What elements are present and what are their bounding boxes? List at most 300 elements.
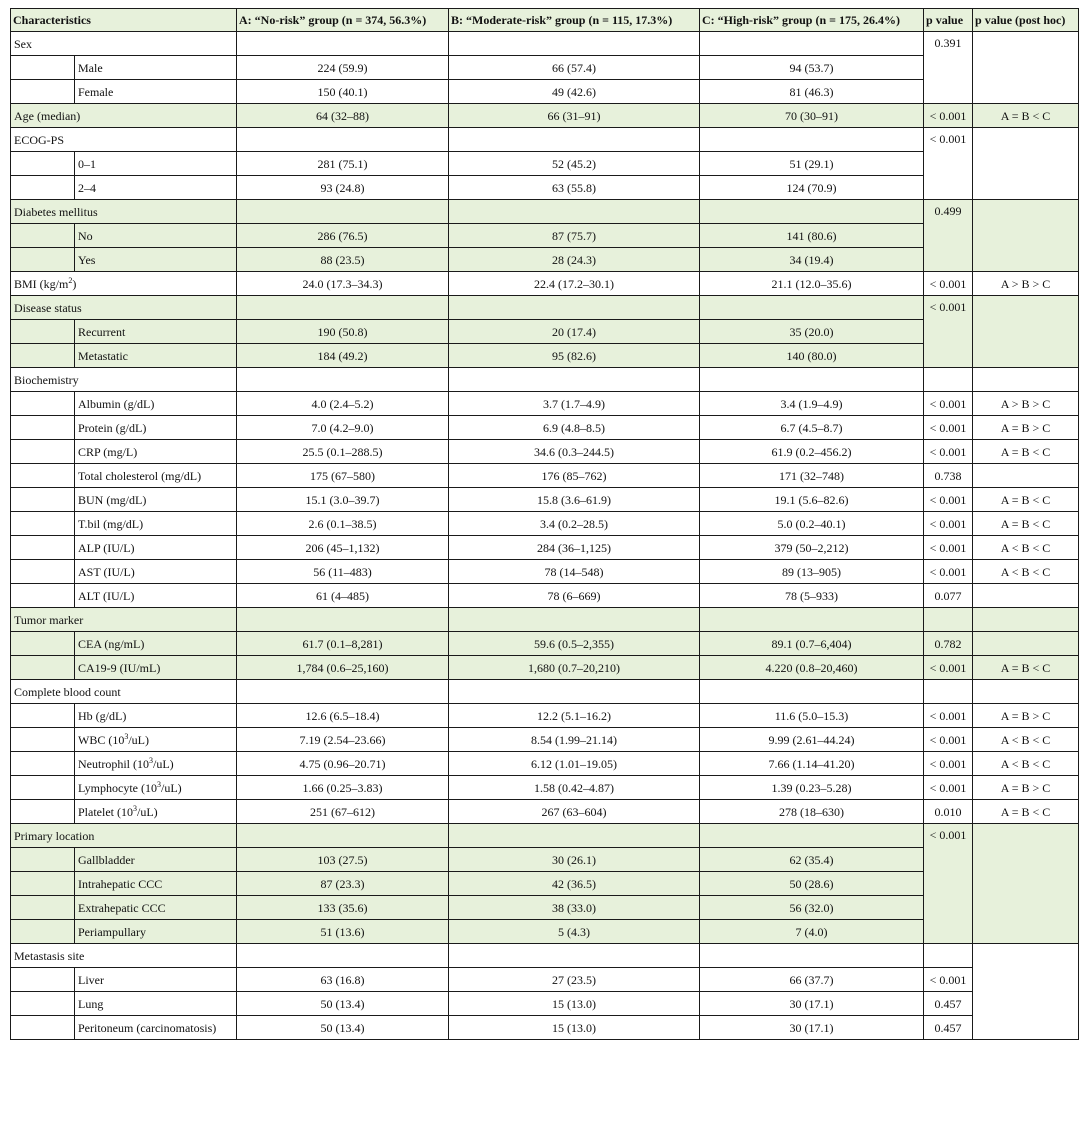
group-b-value: 267 (63–604) (449, 800, 700, 824)
row-sublabel: ALT (IU/L) (75, 584, 237, 608)
group-c-value: 30 (17.1) (700, 992, 924, 1016)
indent-cell (11, 992, 75, 1016)
posthoc-cell (973, 632, 1079, 656)
table-row (11, 536, 1079, 560)
section-label: Metastasis site (11, 944, 237, 968)
empty-cell (237, 608, 449, 632)
p-value-cell: < 0.001 (924, 440, 973, 464)
empty-cell (700, 944, 924, 968)
indent-cell (11, 776, 75, 800)
posthoc-cell (973, 584, 1079, 608)
p-value-cell: < 0.001 (924, 488, 973, 512)
p-value-cell: < 0.001 (924, 416, 973, 440)
table-row (11, 632, 1079, 656)
group-b-value: 3.7 (1.7–4.9) (449, 392, 700, 416)
group-a-value: 1.66 (0.25–3.83) (237, 776, 449, 800)
empty-cell (237, 296, 449, 320)
empty-cell (449, 296, 700, 320)
table-row (11, 272, 1079, 296)
row-sublabel (75, 728, 237, 752)
p-value-cell: < 0.001 (924, 536, 973, 560)
header-group-b: B: “Moderate-risk” group (n = 115, 17.3%) (449, 9, 700, 32)
table-row (11, 512, 1079, 536)
group-c-value: 50 (28.6) (700, 872, 924, 896)
table-row (11, 440, 1079, 464)
empty-cell (924, 608, 973, 632)
table-row (11, 224, 1079, 248)
empty-cell (237, 944, 449, 968)
neutrophil-label-suffix: /uL) (153, 756, 174, 771)
posthoc-cell: A < B < C (973, 752, 1079, 776)
group-a-value: 25.5 (0.1–288.5) (237, 440, 449, 464)
table-row (11, 248, 1079, 272)
row-sublabel: Intrahepatic CCC (75, 872, 237, 896)
bmi-superscript: 2 (68, 275, 73, 285)
posthoc-cell: A = B > C (973, 416, 1079, 440)
group-b-value: 52 (45.2) (449, 152, 700, 176)
indent-cell (11, 224, 75, 248)
indent-cell (11, 56, 75, 80)
table-row (11, 32, 1079, 56)
row-sublabel: Total cholesterol (mg/dL) (75, 464, 237, 488)
p-value-cell: < 0.001 (924, 704, 973, 728)
group-b-value: 38 (33.0) (449, 896, 700, 920)
empty-cell (237, 824, 449, 848)
table-row (11, 560, 1079, 584)
empty-cell (973, 368, 1079, 392)
row-sublabel: CRP (mg/L) (75, 440, 237, 464)
group-b-value: 22.4 (17.2–30.1) (449, 272, 700, 296)
row-sublabel: 2–4 (75, 176, 237, 200)
table-row (11, 872, 1079, 896)
table-row (11, 992, 1079, 1016)
empty-cell (700, 200, 924, 224)
row-sublabel: CEA (ng/mL) (75, 632, 237, 656)
posthoc-cell: A = B < C (973, 656, 1079, 680)
indent-cell (11, 464, 75, 488)
group-b-value: 15 (13.0) (449, 992, 700, 1016)
row-label (11, 272, 237, 296)
empty-cell (449, 368, 700, 392)
table-row (11, 200, 1079, 224)
empty-cell (449, 944, 700, 968)
indent-cell (11, 752, 75, 776)
indent-cell (11, 656, 75, 680)
table-row (11, 680, 1079, 704)
row-sublabel: Extrahepatic CCC (75, 896, 237, 920)
posthoc-cell: A = B > C (973, 776, 1079, 800)
p-value-cell: < 0.001 (924, 560, 973, 584)
group-a-value: 88 (23.5) (237, 248, 449, 272)
group-a-value: 64 (32–88) (237, 104, 449, 128)
group-c-value: 379 (50–2,212) (700, 536, 924, 560)
p-value-cell: < 0.001 (924, 512, 973, 536)
empty-cell (449, 200, 700, 224)
table-row (11, 824, 1079, 848)
row-label: Diabetes mellitus (11, 200, 237, 224)
group-c-value: 7 (4.0) (700, 920, 924, 944)
table-row (11, 392, 1079, 416)
group-c-value: 3.4 (1.9–4.9) (700, 392, 924, 416)
group-b-value: 95 (82.6) (449, 344, 700, 368)
group-a-value: 56 (11–483) (237, 560, 449, 584)
group-c-value: 140 (80.0) (700, 344, 924, 368)
row-sublabel: Male (75, 56, 237, 80)
neutrophil-label: Neutrophil (10 (78, 756, 149, 771)
p-value-cell: < 0.001 (924, 776, 973, 800)
indent-cell (11, 392, 75, 416)
group-c-value: 62 (35.4) (700, 848, 924, 872)
group-c-value: 171 (32–748) (700, 464, 924, 488)
group-b-value: 176 (85–762) (449, 464, 700, 488)
table-row (11, 800, 1079, 824)
row-sublabel: Liver (75, 968, 237, 992)
group-a-value: 251 (67–612) (237, 800, 449, 824)
p-value-cell: 0.010 (924, 800, 973, 824)
row-sublabel: Periampullary (75, 920, 237, 944)
group-a-value: 50 (13.4) (237, 1016, 449, 1040)
group-a-value: 4.75 (0.96–20.71) (237, 752, 449, 776)
empty-cell (449, 32, 700, 56)
empty-cell (700, 680, 924, 704)
p-value-cell: 0.499 (924, 200, 973, 272)
table-row (11, 80, 1079, 104)
empty-cell (237, 368, 449, 392)
group-b-value: 87 (75.7) (449, 224, 700, 248)
p-value-cell: < 0.001 (924, 272, 973, 296)
table-row (11, 176, 1079, 200)
row-sublabel: CA19-9 (IU/mL) (75, 656, 237, 680)
bmi-label-suffix: ) (72, 276, 77, 291)
group-b-value: 5 (4.3) (449, 920, 700, 944)
empty-cell (237, 200, 449, 224)
table-row (11, 896, 1079, 920)
table-row (11, 848, 1079, 872)
group-b-value: 8.54 (1.99–21.14) (449, 728, 700, 752)
indent-cell (11, 440, 75, 464)
header-row (11, 9, 1079, 32)
p-value-cell: 0.457 (924, 992, 973, 1016)
table-row (11, 704, 1079, 728)
row-sublabel: 0–1 (75, 152, 237, 176)
group-a-value: 93 (24.8) (237, 176, 449, 200)
p-value-cell: < 0.001 (924, 728, 973, 752)
group-c-value: 5.0 (0.2–40.1) (700, 512, 924, 536)
group-c-value: 4.220 (0.8–20,460) (700, 656, 924, 680)
section-label: Primary location (11, 824, 237, 848)
group-c-value: 19.1 (5.6–82.6) (700, 488, 924, 512)
posthoc-cell: A < B < C (973, 728, 1079, 752)
empty-cell (700, 368, 924, 392)
group-a-value: 224 (59.9) (237, 56, 449, 80)
empty-cell (973, 608, 1079, 632)
group-b-value: 63 (55.8) (449, 176, 700, 200)
group-a-value: 4.0 (2.4–5.2) (237, 392, 449, 416)
group-a-value: 190 (50.8) (237, 320, 449, 344)
indent-cell (11, 416, 75, 440)
row-sublabel: T.bil (mg/dL) (75, 512, 237, 536)
group-b-value: 59.6 (0.5–2,355) (449, 632, 700, 656)
empty-cell (449, 128, 700, 152)
row-sublabel: AST (IU/L) (75, 560, 237, 584)
row-sublabel: Gallbladder (75, 848, 237, 872)
group-b-value: 78 (14–548) (449, 560, 700, 584)
empty-cell (449, 608, 700, 632)
empty-cell (700, 128, 924, 152)
empty-cell (449, 680, 700, 704)
section-label: Complete blood count (11, 680, 237, 704)
neutrophil-superscript: 3 (149, 755, 153, 765)
group-c-value: 30 (17.1) (700, 1016, 924, 1040)
row-label: Age (median) (11, 104, 237, 128)
p-value-cell: < 0.001 (924, 824, 973, 944)
table-row (11, 320, 1079, 344)
table-row (11, 728, 1079, 752)
empty-cell (237, 32, 449, 56)
indent-cell (11, 80, 75, 104)
table-row (11, 776, 1079, 800)
group-a-value: 51 (13.6) (237, 920, 449, 944)
p-value-cell: < 0.001 (924, 104, 973, 128)
empty-cell (237, 680, 449, 704)
indent-cell (11, 872, 75, 896)
posthoc-cell: A < B < C (973, 560, 1079, 584)
empty-cell (924, 680, 973, 704)
group-a-value: 206 (45–1,132) (237, 536, 449, 560)
group-a-value: 175 (67–580) (237, 464, 449, 488)
group-a-value: 7.19 (2.54–23.66) (237, 728, 449, 752)
group-a-value: 2.6 (0.1–38.5) (237, 512, 449, 536)
table-row (11, 968, 1079, 992)
table-row (11, 584, 1079, 608)
group-b-value: 284 (36–1,125) (449, 536, 700, 560)
platelet-superscript: 3 (132, 803, 137, 813)
header-p-posthoc: p value (post hoc) (973, 9, 1079, 32)
bmi-label: BMI (kg/m (14, 276, 69, 291)
row-sublabel: No (75, 224, 237, 248)
table-row (11, 104, 1079, 128)
indent-cell (11, 848, 75, 872)
group-c-value: 70 (30–91) (700, 104, 924, 128)
table-row (11, 656, 1079, 680)
indent-cell (11, 320, 75, 344)
posthoc-cell: A = B > C (973, 704, 1079, 728)
p-value-cell: < 0.001 (924, 968, 973, 992)
lymphocyte-label-suffix: /uL) (160, 780, 182, 795)
group-b-value: 1,680 (0.7–20,210) (449, 656, 700, 680)
indent-cell (11, 584, 75, 608)
group-c-value: 141 (80.6) (700, 224, 924, 248)
indent-cell (11, 800, 75, 824)
group-a-value: 103 (27.5) (237, 848, 449, 872)
row-sublabel: Yes (75, 248, 237, 272)
empty-cell (924, 944, 973, 968)
group-b-value: 34.6 (0.3–244.5) (449, 440, 700, 464)
group-b-value: 30 (26.1) (449, 848, 700, 872)
empty-cell (700, 296, 924, 320)
empty-cell (700, 824, 924, 848)
table-row (11, 128, 1079, 152)
posthoc-cell: A = B < C (973, 488, 1079, 512)
row-label: Sex (11, 32, 237, 56)
group-a-value: 7.0 (4.2–9.0) (237, 416, 449, 440)
section-label: Tumor marker (11, 608, 237, 632)
empty-cell (700, 32, 924, 56)
group-c-value: 34 (19.4) (700, 248, 924, 272)
posthoc-cell (973, 824, 1079, 944)
group-c-value: 94 (53.7) (700, 56, 924, 80)
row-sublabel: Female (75, 80, 237, 104)
indent-cell (11, 248, 75, 272)
p-value-cell: < 0.001 (924, 392, 973, 416)
p-value-cell: 0.077 (924, 584, 973, 608)
p-value-cell: 0.782 (924, 632, 973, 656)
empty-cell (973, 680, 1079, 704)
indent-cell (11, 512, 75, 536)
characteristics-table (10, 8, 1079, 1040)
table-row (11, 488, 1079, 512)
row-label: ECOG-PS (11, 128, 237, 152)
row-sublabel: Recurrent (75, 320, 237, 344)
table-row (11, 752, 1079, 776)
empty-cell (924, 368, 973, 392)
indent-cell (11, 1016, 75, 1040)
group-a-value: 184 (49.2) (237, 344, 449, 368)
wbc-label-suffix: /uL) (128, 732, 150, 747)
indent-cell (11, 920, 75, 944)
row-sublabel: BUN (mg/dL) (75, 488, 237, 512)
group-c-value: 89.1 (0.7–6,404) (700, 632, 924, 656)
row-sublabel: Peritoneum (carcinomatosis) (75, 1016, 237, 1040)
row-sublabel: Lung (75, 992, 237, 1016)
header-p-value: p value (924, 9, 973, 32)
indent-cell (11, 896, 75, 920)
group-a-value: 87 (23.3) (237, 872, 449, 896)
group-a-value: 12.6 (6.5–18.4) (237, 704, 449, 728)
group-c-value: 6.7 (4.5–8.7) (700, 416, 924, 440)
group-b-value: 66 (57.4) (449, 56, 700, 80)
group-c-value: 81 (46.3) (700, 80, 924, 104)
posthoc-cell (973, 944, 1079, 1040)
group-a-value: 281 (75.1) (237, 152, 449, 176)
table-row (11, 296, 1079, 320)
table-row (11, 368, 1079, 392)
group-c-value: 278 (18–630) (700, 800, 924, 824)
table-row (11, 56, 1079, 80)
group-a-value: 150 (40.1) (237, 80, 449, 104)
row-label: Disease status (11, 296, 237, 320)
group-b-value: 42 (36.5) (449, 872, 700, 896)
indent-cell (11, 536, 75, 560)
indent-cell (11, 968, 75, 992)
group-a-value: 15.1 (3.0–39.7) (237, 488, 449, 512)
group-c-value: 66 (37.7) (700, 968, 924, 992)
row-sublabel (75, 800, 237, 824)
indent-cell (11, 488, 75, 512)
platelet-label-suffix: /uL) (136, 804, 158, 819)
group-b-value: 15 (13.0) (449, 1016, 700, 1040)
group-b-value: 49 (42.6) (449, 80, 700, 104)
indent-cell (11, 704, 75, 728)
group-c-value: 21.1 (12.0–35.6) (700, 272, 924, 296)
indent-cell (11, 560, 75, 584)
indent-cell (11, 344, 75, 368)
table-row (11, 464, 1079, 488)
indent-cell (11, 152, 75, 176)
row-sublabel: Albumin (g/dL) (75, 392, 237, 416)
p-value-cell: < 0.001 (924, 752, 973, 776)
group-c-value: 11.6 (5.0–15.3) (700, 704, 924, 728)
table-row (11, 1016, 1079, 1040)
group-b-value: 27 (23.5) (449, 968, 700, 992)
indent-cell (11, 728, 75, 752)
posthoc-cell: A > B > C (973, 272, 1079, 296)
lymphocyte-label: Lymphocyte (10 (78, 780, 157, 795)
wbc-superscript: 3 (124, 731, 129, 741)
group-b-value: 66 (31–91) (449, 104, 700, 128)
p-value-cell: 0.457 (924, 1016, 973, 1040)
group-b-value: 28 (24.3) (449, 248, 700, 272)
row-sublabel (75, 752, 237, 776)
group-b-value: 6.12 (1.01–19.05) (449, 752, 700, 776)
row-sublabel: Metastatic (75, 344, 237, 368)
group-b-value: 78 (6–669) (449, 584, 700, 608)
posthoc-cell (973, 200, 1079, 272)
table-row (11, 416, 1079, 440)
posthoc-cell (973, 32, 1079, 104)
table-row (11, 944, 1079, 968)
group-c-value: 56 (32.0) (700, 896, 924, 920)
p-value-cell: < 0.001 (924, 296, 973, 368)
group-a-value: 1,784 (0.6–25,160) (237, 656, 449, 680)
row-sublabel: Protein (g/dL) (75, 416, 237, 440)
group-a-value: 286 (76.5) (237, 224, 449, 248)
group-c-value: 1.39 (0.23–5.28) (700, 776, 924, 800)
group-c-value: 61.9 (0.2–456.2) (700, 440, 924, 464)
posthoc-cell (973, 128, 1079, 200)
table-row (11, 920, 1079, 944)
posthoc-cell (973, 296, 1079, 368)
group-b-value: 12.2 (5.1–16.2) (449, 704, 700, 728)
p-value-cell: 0.738 (924, 464, 973, 488)
posthoc-cell: A < B < C (973, 536, 1079, 560)
group-c-value: 51 (29.1) (700, 152, 924, 176)
group-b-value: 3.4 (0.2–28.5) (449, 512, 700, 536)
group-a-value: 50 (13.4) (237, 992, 449, 1016)
wbc-label: WBC (10 (78, 732, 125, 747)
group-a-value: 61.7 (0.1–8,281) (237, 632, 449, 656)
header-group-a: A: “No-risk” group (n = 374, 56.3%) (237, 9, 449, 32)
group-c-value: 124 (70.9) (700, 176, 924, 200)
section-label: Biochemistry (11, 368, 237, 392)
row-sublabel (75, 776, 237, 800)
header-characteristics: Characteristics (11, 9, 237, 32)
group-c-value: 35 (20.0) (700, 320, 924, 344)
empty-cell (449, 824, 700, 848)
group-a-value: 63 (16.8) (237, 968, 449, 992)
group-c-value: 78 (5–933) (700, 584, 924, 608)
table-row (11, 608, 1079, 632)
posthoc-cell: A > B > C (973, 392, 1079, 416)
empty-cell (237, 128, 449, 152)
group-c-value: 89 (13–905) (700, 560, 924, 584)
indent-cell (11, 176, 75, 200)
group-a-value: 61 (4–485) (237, 584, 449, 608)
posthoc-cell (973, 464, 1079, 488)
posthoc-cell: A = B < C (973, 440, 1079, 464)
group-b-value: 6.9 (4.8–8.5) (449, 416, 700, 440)
group-a-value: 24.0 (17.3–34.3) (237, 272, 449, 296)
